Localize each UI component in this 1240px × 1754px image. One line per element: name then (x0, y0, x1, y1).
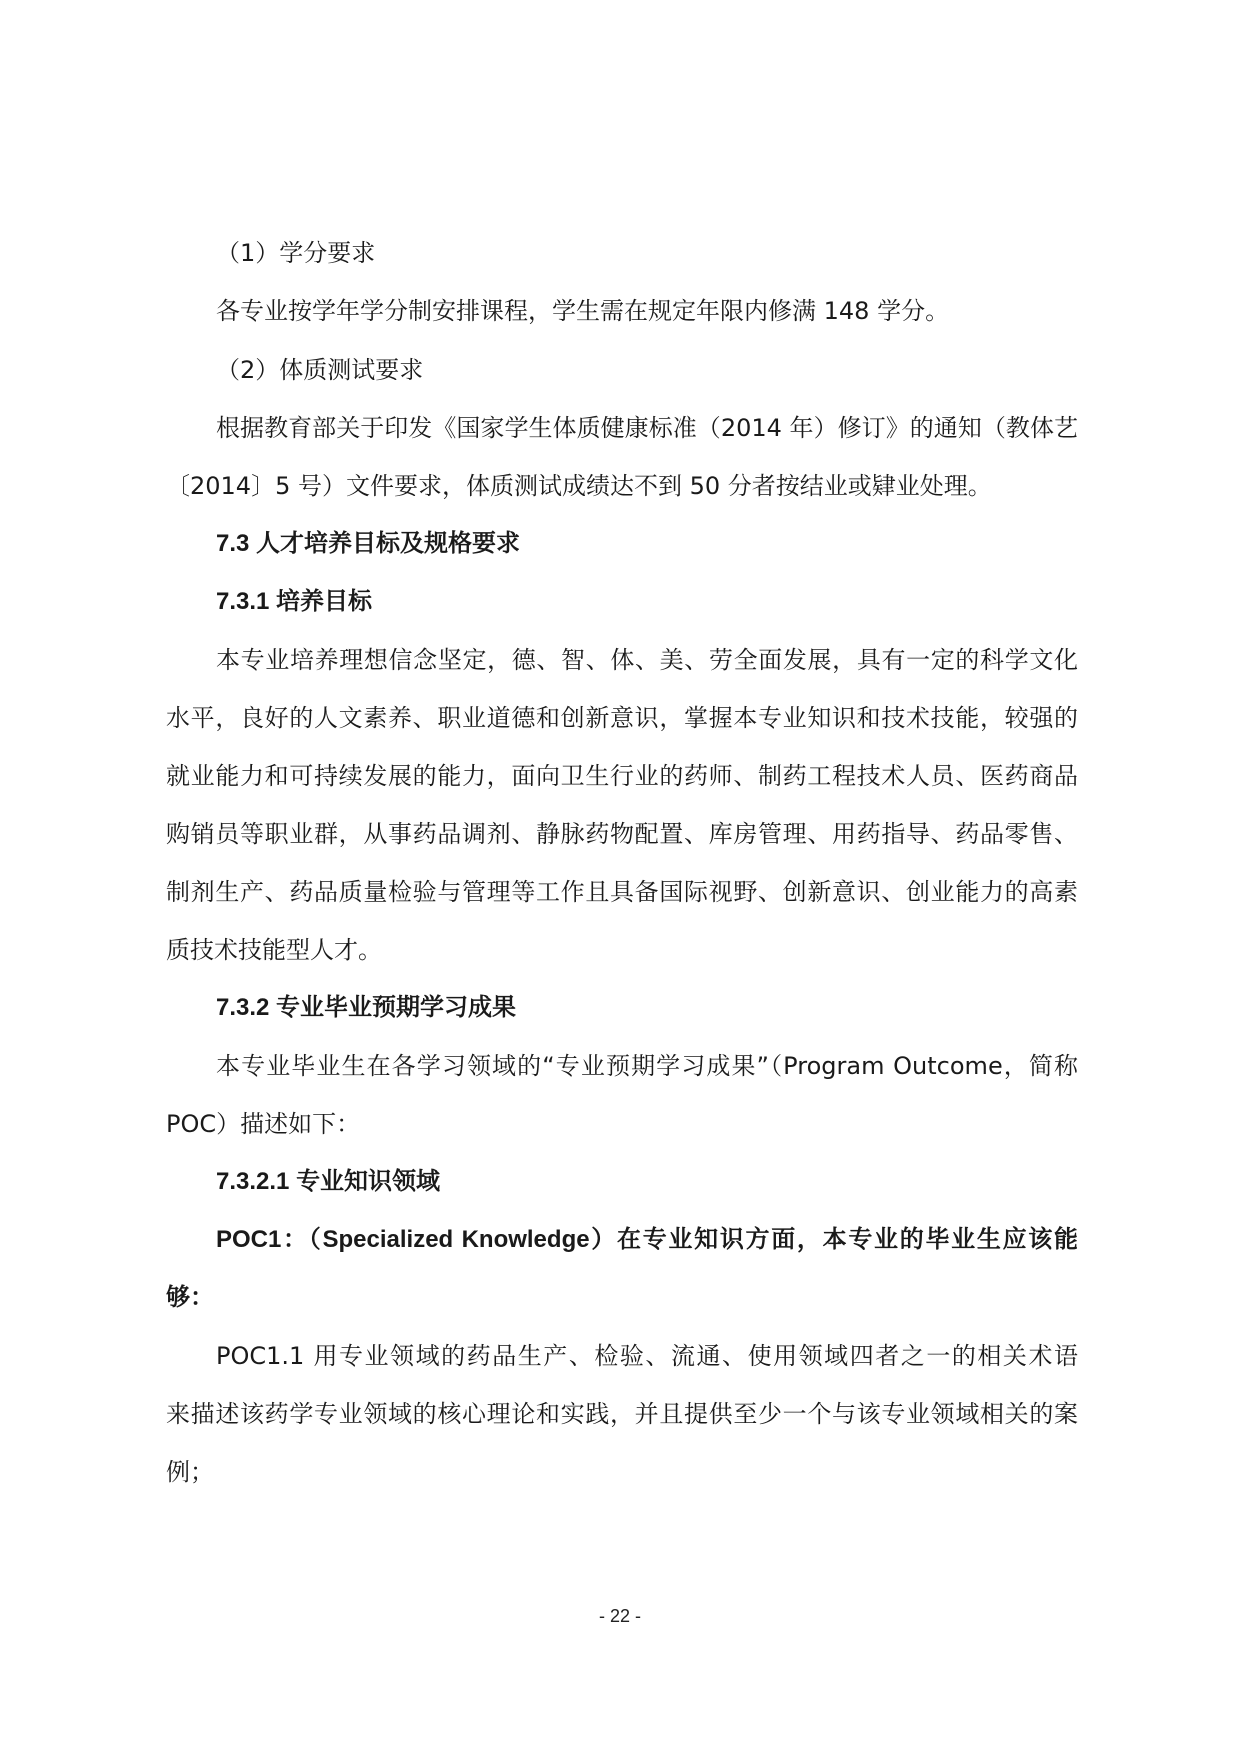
credit-requirement-heading: （1）学分要求 (216, 239, 376, 267)
poc1-1-line: POC1.1 用专业领域的药品生产、检验、流通、使用领域四者之一的相关术语 (216, 1342, 1078, 1370)
goal-paragraph-line: 制剂生产、药品质量检验与管理等工作且具备国际视野、创新意识、创业能力的高素 (166, 878, 1078, 906)
section-heading-7-3: 7.3 人才培养目标及规格要求 (216, 530, 521, 557)
credit-requirement-text: 各专业按学年学分制安排课程，学生需在规定年限内修满 148 学分。 (216, 297, 950, 325)
section-heading-7-3-2: 7.3.2 专业毕业预期学习成果 (216, 994, 517, 1021)
poc1-statement-line: 够： (166, 1284, 214, 1311)
goal-paragraph-line: 本专业培养理想信念坚定，德、智、体、美、劳全面发展，具有一定的科学文化 (216, 646, 1078, 674)
poc-intro-line: POC）描述如下： (166, 1110, 361, 1138)
poc1-1-line: 例； (166, 1458, 214, 1486)
section-heading-7-3-2-1: 7.3.2.1 专业知识领域 (216, 1168, 441, 1195)
fitness-test-heading: （2）体质测试要求 (216, 356, 424, 384)
goal-paragraph-line: 水平，良好的人文素养、职业道德和创新意识，掌握本专业知识和技术技能，较强的 (166, 704, 1078, 732)
section-heading-7-3-1: 7.3.1 培养目标 (216, 588, 373, 615)
fitness-test-text-line: 〔2014〕5 号）文件要求，体质测试成绩达不到 50 分者按结业或肄业处理。 (166, 472, 992, 500)
goal-paragraph-line: 购销员等职业群，从事药品调剂、静脉药物配置、库房管理、用药指导、药品零售、 (166, 820, 1078, 848)
poc-intro-line: 本专业毕业生在各学习领域的“专业预期学习成果”（Program Outcome，简称 (216, 1052, 1078, 1080)
goal-paragraph-line: 质技术技能型人才。 (166, 936, 382, 964)
page-number: - 22 - (598, 1606, 641, 1626)
goal-paragraph-line: 就业能力和可持续发展的能力，面向卫生行业的药师、制药工程技术人员、医药商品 (166, 762, 1078, 790)
fitness-test-text-line: 根据教育部关于印发《国家学生体质健康标准（2014 年）修订》的通知（教体艺 (216, 414, 1078, 442)
poc1-statement-line: POC1：（Specialized Knowledge）在专业知识方面，本专业的毕业生应该能 (216, 1226, 1078, 1253)
poc1-1-line: 来描述该药学专业领域的核心理论和实践，并且提供至少一个与该专业领域相关的案 (166, 1400, 1078, 1428)
